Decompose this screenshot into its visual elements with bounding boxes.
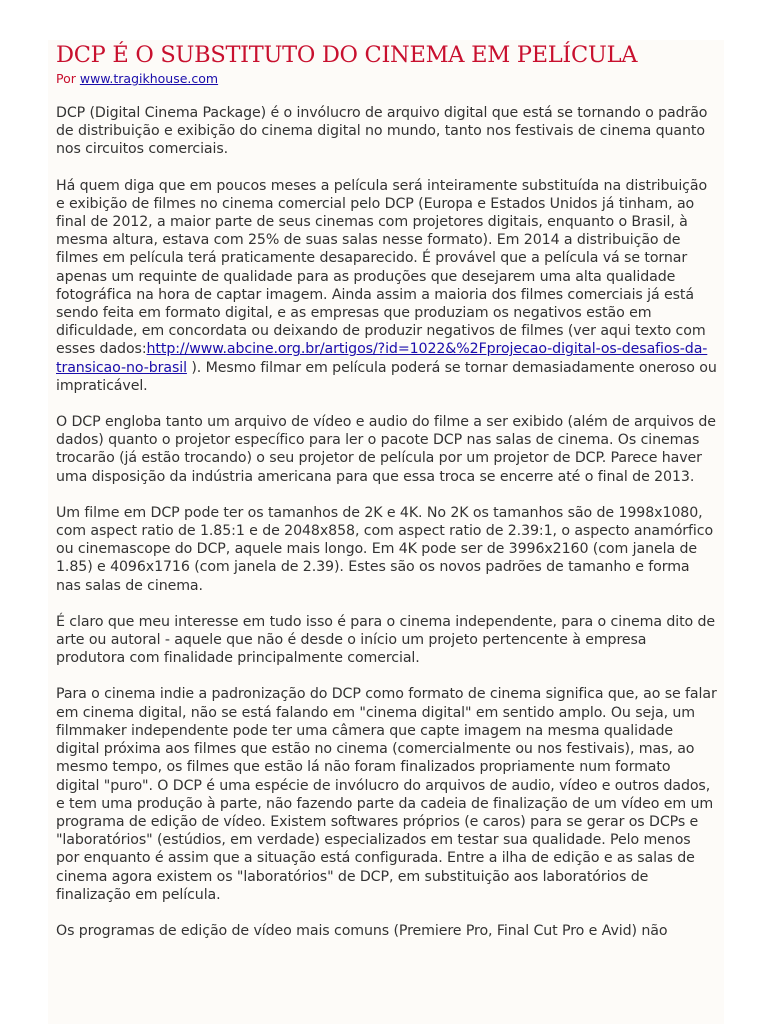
abcine-article-link[interactable]: http://www.abcine.org.br/artigos/?id=1022&%2Fprojecao-digital-os-desafios-da-transicao-no-brasil bbox=[56, 341, 708, 376]
byline-link[interactable]: www.tragikhouse.com bbox=[79, 71, 219, 86]
paragraph-2-text-a: Há quem diga que em poucos meses a película será inteiramente substituída na distribuição e exibição de filmes no cinema comercial pelo DCP (Europa e Estados Unidos já tinham, ao final de 2012, a maior parte de seus cinemas com projetores digitais, enquanto o Brasil, à mesma altura, estava com 25% de suas salas nesse formato). Em 2014 a distribuição de filmes em película terá praticamente desaparecido. É provável que a película vá se tornar apenas um requinte de qualidade para as produções que desejarem uma alta qualidade fotográfica na hora de captar imagem. Ainda assim a maioria dos filmes comerciais já está sendo feita em formato digital, e as empresas que produziam os negativos estão em dificuldade, em concordata ou deixando de produzir negativos de filmes (ver aqui texto com esses dados: bbox=[56, 177, 708, 358]
paragraph-7: Os programas de edição de vídeo mais comuns (Premiere Pro, Final Cut Pro e Avid) não bbox=[56, 922, 668, 939]
paragraph-2-text-b: ). Mesmo filmar em película poderá se tornar demasiadamente oneroso ou impraticável. bbox=[56, 359, 717, 394]
paragraph-6: Para o cinema indie a padronização do DCP como formato de cinema significa que, ao se falar em cinema digital, não se está falando em "cinema digital" em sentido amplo. Ou seja, um filmmaker independente pode ter uma câmera que capte imagem na mesma qualidade digital próxima aos filmes que estão no cinema (comercialmente ou nos festivais), mas, ao mesmo tempo, os filmes que estão lá não foram finalizados propriamente num formato digital "puro". O DCP é uma espécie de invólucro do arquivos de audio, vídeo e outros dados, e tem uma produção à parte, não fazendo parte da cadeia de finalização de um vídeo em um programa de edição de vídeo. Existem softwares próprios (e caros) para se gerar os DCPs e "laboratórios" (estúdios, em verdade) especializados em testar sua qualidade. Pelo menos por enquanto é assim que a situação está configurada. Entre a ilha de edição e as salas de cinema agora existem os "laboratórios" de DCP, em substituição aos laboratórios de finalização em película. bbox=[56, 686, 717, 903]
paragraph-5: É claro que meu interesse em tudo isso é para o cinema independente, para o cinema dito de arte ou autoral - aquele que não é desde o início um projeto pertencente à empresa produtora com finalidade principalmente comercial. bbox=[56, 613, 716, 667]
byline-prefix: Por bbox=[56, 71, 76, 86]
article-title: DCP É O SUBSTITUTO DO CINEMA EM PELÍCULA bbox=[56, 42, 638, 68]
article bbox=[48, 40, 718, 940]
paragraph-3: O DCP engloba tanto um arquivo de vídeo e audio do filme a ser exibido (além de arquivos de dados) quanto o projetor específico para ler o pacote DCP nas salas de cinema. Os cinemas trocarão (já estão trocando) o seu projetor de película por um projetor de DCP. Parece haver uma disposição da indústria americana para que essa troca se encerre até o final de 2013. bbox=[56, 414, 716, 485]
paragraph-2 bbox=[56, 177, 718, 395]
paragraph-4: Um filme em DCP pode ter os tamanhos de 2K e 4K. No 2K os tamanhos são de 1998x1080, com aspect ratio de 1.85:1 e de 2048x858, com aspect ratio de 2.39:1, o aspecto anamórfico ou cinemascope do DCP, aquele mais longo. Em 4K pode ser de 3996x2160 (com janela de 1.85) e 4096x1716 (com janela de 2.39). Estes são os novos padrões de tamanho e forma nas salas de cinema. bbox=[56, 504, 714, 594]
byline bbox=[56, 70, 718, 88]
paragraph-1: DCP (Digital Cinema Package) é o invólucro de arquivo digital que está se tornando o padrão de distribuição e exibição do cinema digital no mundo, tanto nos festivais de cinema quanto nos circuitos comerciais. bbox=[56, 105, 708, 158]
document-page bbox=[48, 40, 724, 1024]
